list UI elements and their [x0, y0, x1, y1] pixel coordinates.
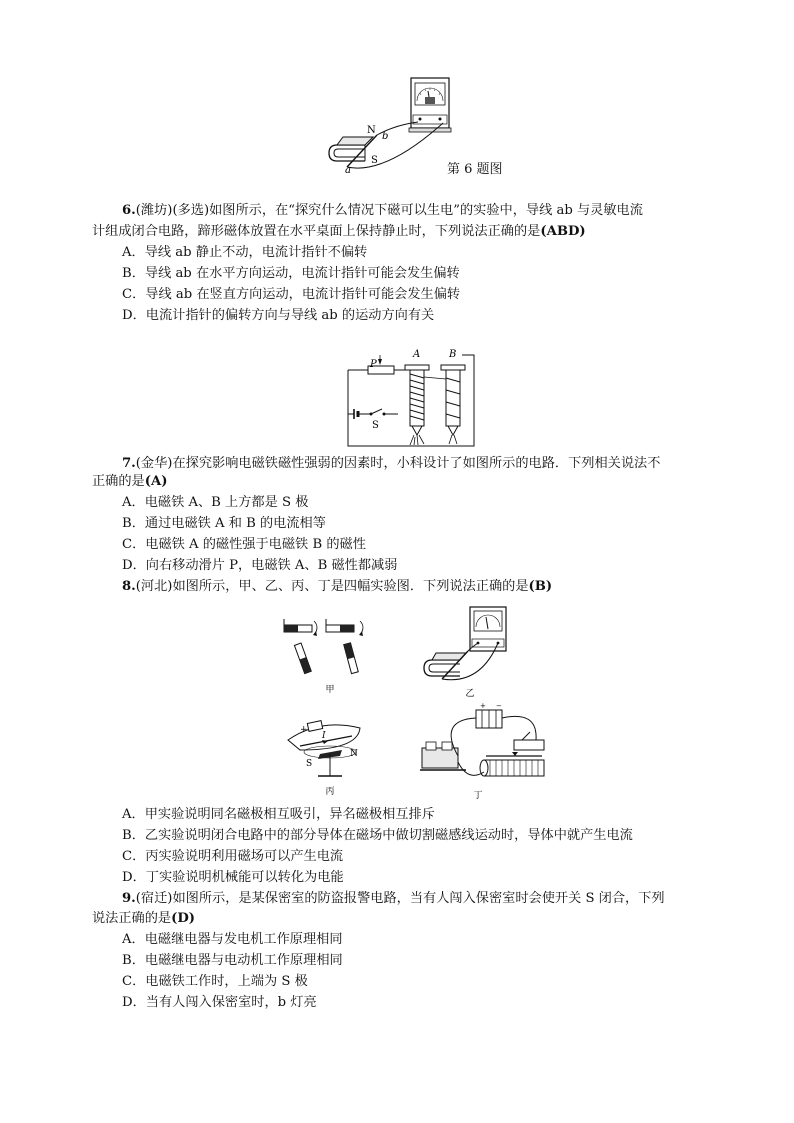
figure-q8-ding-motor	[418, 700, 558, 800]
q8-option-b: B．乙实验说明闭合电路中的部分导体在磁场中做切割磁感线运动时，导体中就产生电流	[122, 828, 633, 843]
q7-option-d: D．向右移动滑片 P，电磁铁 A、B 磁性都减弱	[122, 558, 398, 573]
fig8-label-bing: 丙	[325, 787, 335, 797]
fig7-label-b: B	[449, 349, 457, 360]
figure-q8-bing-oersted	[280, 710, 390, 800]
figure-q8-jia-magnets	[280, 615, 380, 695]
q6-stem-part2: 计组成闭合电路，蹄形磁体放置在水平桌面上保持静止时，下列说法正确的是	[92, 224, 541, 239]
fig6-label-s: S	[371, 155, 378, 166]
q8-option-c: C．丙实验说明利用磁场可以产生电流	[122, 849, 344, 864]
q7-option-b: B．通过电磁铁 A 和 B 的电流相等	[122, 516, 326, 531]
q9-option-c: C．电磁铁工作时，上端为 S 极	[122, 974, 308, 989]
fig8-label-i: I	[322, 731, 326, 741]
fig8-label-ding: 丁	[473, 791, 483, 800]
q7-stem-part2: 正确的是	[92, 474, 145, 489]
fig8-label-jia: 甲	[325, 685, 335, 695]
q9-line1	[122, 890, 665, 908]
svg-text:+: +	[480, 702, 486, 710]
q9-number: 9.	[122, 891, 136, 906]
fig8-label-yi: 乙	[465, 689, 475, 699]
q9-option-d: D．当有人闯入保密室时，b 灯亮	[122, 995, 317, 1010]
q6-option-b: B．导线 ab 在水平方向运动，电流计指针可能会发生偏转	[122, 266, 460, 281]
q6-line1	[122, 202, 643, 220]
figure-q8-yi-induction	[420, 605, 530, 700]
fig7-label-a: A	[413, 349, 421, 360]
q8-answer: (B)	[528, 579, 553, 594]
q6-line2	[92, 223, 586, 241]
figure-q6-galvanometer-magnet	[325, 75, 465, 175]
q8-option-d: D．丁实验说明机械能可以转化为电能	[122, 870, 344, 885]
q8-stem: (河北)如图所示，甲、乙、丙、丁是四幅实验图．下列说法正确的是	[135, 579, 529, 594]
q8-option-a: A．甲实验说明同名磁极相互吸引，异名磁极相互排斥	[122, 807, 435, 822]
fig6-label-b: b	[382, 131, 389, 142]
q6-option-d: D．电流计指针的偏转方向与导线 ab 的运动方向有关	[122, 308, 435, 323]
q6-number: 6.	[122, 203, 136, 218]
fig7-label-p: P	[370, 359, 377, 370]
svg-text:−: −	[496, 702, 502, 710]
q6-option-a: A．导线 ab 静止不动，电流计指针不偏转	[122, 245, 368, 260]
fig6-label-n: N	[367, 125, 376, 136]
q6-answer: (ABD)	[540, 224, 586, 239]
q6-stem-part1: (潍坊)(多选)如图所示，在“探究什么情况下磁可以生电”的实验中，导线 ab 与灵敏电流	[135, 203, 643, 218]
figure-q7-electromagnets	[340, 345, 480, 450]
q7-number: 7.	[122, 456, 136, 471]
fig7-label-s: S	[372, 420, 379, 431]
q7-stem-part1: (金华)在探究影响电磁铁磁性强弱的因素时，小科设计了如图所示的电路．下列相关说法不	[135, 456, 661, 471]
q9-stem-part1: (宿迁)如图所示，是某保密室的防盗报警电路，当有人闯入保密室时会使开关 S 闭合，下列	[135, 891, 665, 906]
q8-number: 8.	[122, 579, 136, 594]
q9-stem-part2: 说法正确的是	[92, 911, 172, 926]
q6-option-c: C．导线 ab 在竖直方向运动，电流计指针可能会发生偏转	[122, 287, 461, 302]
q7-answer: (A)	[144, 474, 168, 489]
svg-text:+: +	[300, 725, 308, 735]
q7-option-c: C．电磁铁 A 的磁性强于电磁铁 B 的磁性	[122, 537, 366, 552]
fig6-caption: 第 6 题图	[447, 162, 503, 177]
q9-answer: (D)	[171, 911, 196, 926]
q8-line1	[122, 578, 552, 596]
q9-option-b: B．电磁继电器与电动机工作原理相同	[122, 953, 343, 968]
q7-line2	[92, 473, 167, 491]
fig8-label-s: S	[306, 759, 313, 769]
fig6-label-a: a	[345, 165, 351, 175]
q7-option-a: A．电磁铁 A、B 上方都是 S 极	[122, 495, 309, 510]
q9-option-a: A．电磁继电器与发电机工作原理相同	[122, 932, 343, 947]
q9-line2	[92, 910, 195, 928]
fig8-label-n: N	[350, 749, 358, 759]
q7-line1	[122, 455, 660, 473]
